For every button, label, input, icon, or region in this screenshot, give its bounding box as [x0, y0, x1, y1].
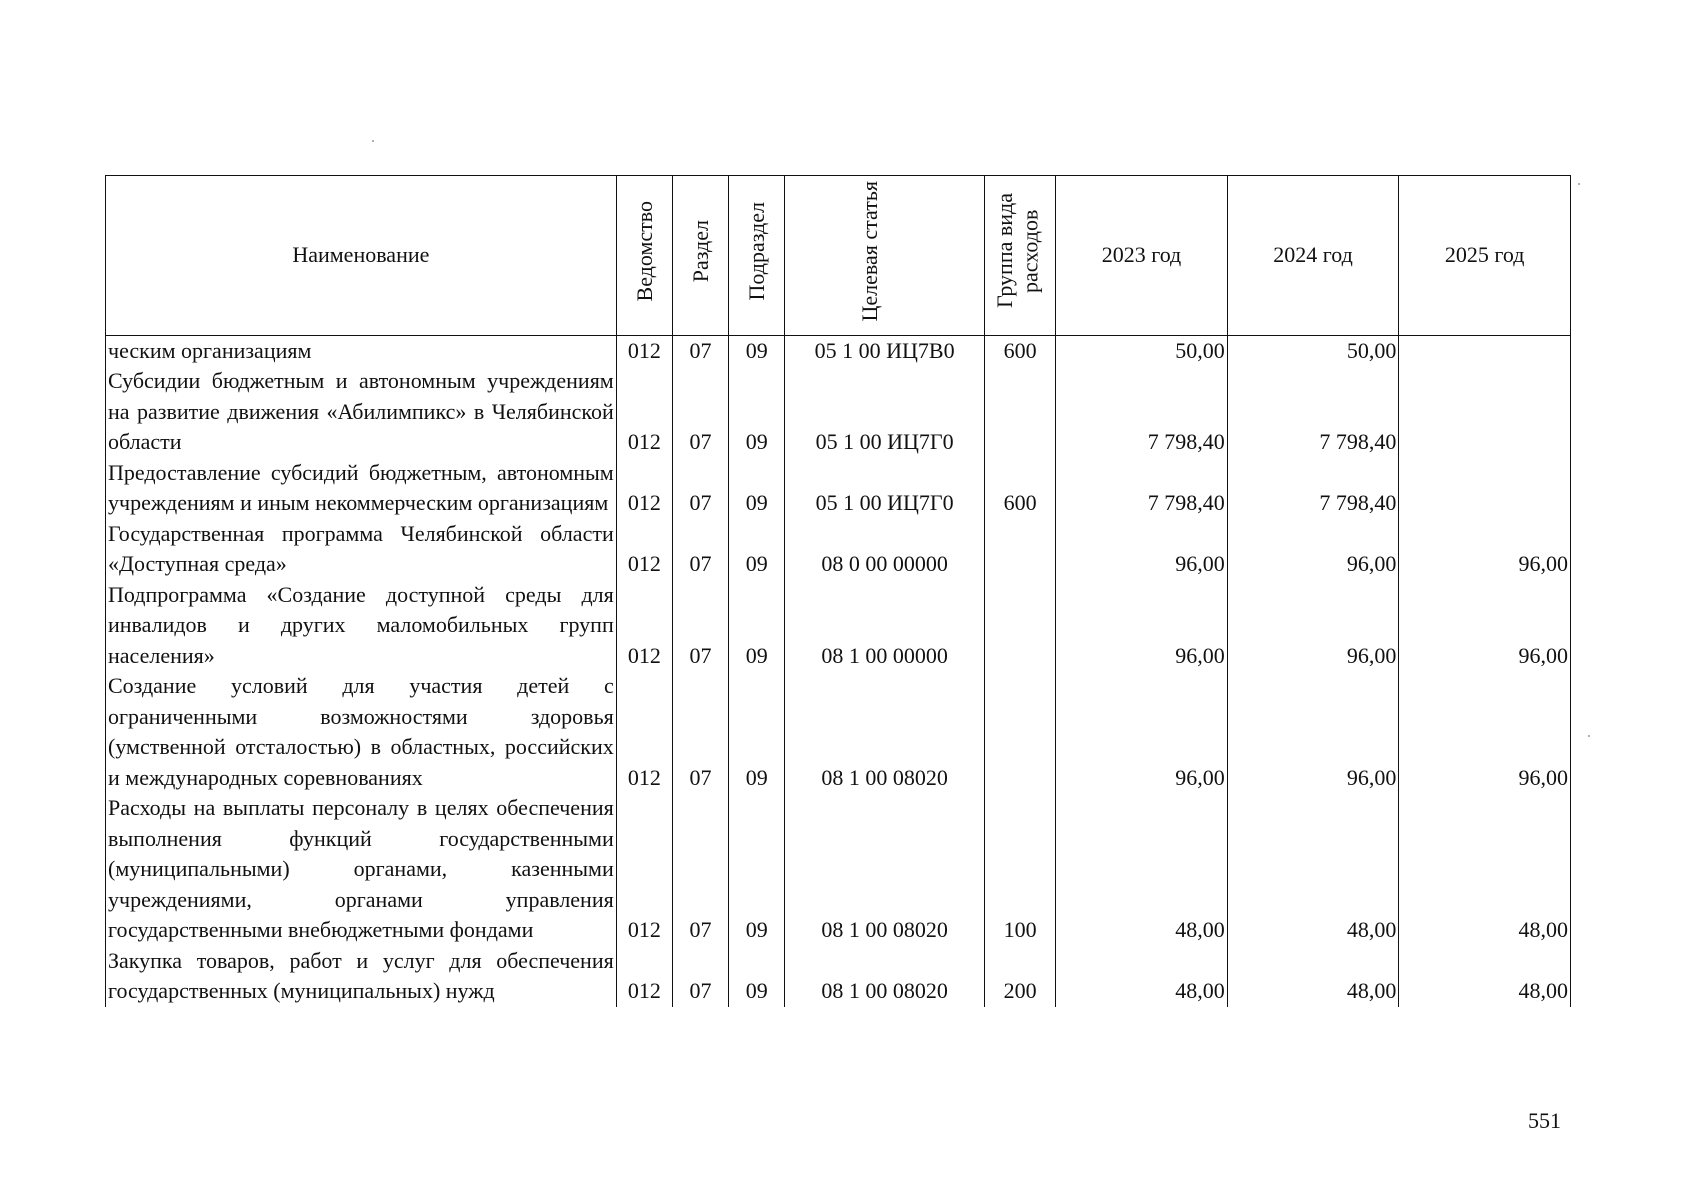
cell-department: 012	[616, 335, 672, 366]
cell-name: Закупка товаров, работ и услуг для обеспечения государственных (муниципальных) нужд	[106, 946, 617, 1007]
table-row	[106, 519, 1571, 580]
cell-2024: 48,00	[1227, 793, 1399, 946]
budget-table	[105, 175, 1571, 1007]
cell-name: Субсидии бюджетным и автономным учреждениям на развитие движения «Абилимпикс» в Челябинской области	[106, 366, 617, 458]
cell-2023: 96,00	[1056, 671, 1228, 793]
cell-section: 07	[672, 366, 728, 458]
cell-target-article: 08 1 00 08020	[785, 946, 985, 1007]
cell-target-article: 08 1 00 00000	[785, 580, 985, 672]
scan-speck	[372, 140, 374, 142]
cell-department: 012	[616, 366, 672, 458]
cell-2024: 96,00	[1227, 671, 1399, 793]
table-row	[106, 458, 1571, 519]
cell-2024: 7 798,40	[1227, 458, 1399, 519]
cell-subsection: 09	[729, 580, 785, 672]
header-subsection: Подраздел	[729, 176, 785, 336]
cell-subsection: 09	[729, 671, 785, 793]
cell-department: 012	[616, 580, 672, 672]
cell-department: 012	[616, 793, 672, 946]
cell-2024: 7 798,40	[1227, 366, 1399, 458]
cell-expense-group	[984, 671, 1055, 793]
header-target-article: Целевая статья	[785, 176, 985, 336]
cell-section: 07	[672, 519, 728, 580]
budget-table-container	[105, 175, 1571, 1007]
table-row	[106, 580, 1571, 672]
table-body	[106, 335, 1571, 1007]
cell-2023: 7 798,40	[1056, 366, 1228, 458]
scan-speck	[1578, 183, 1580, 185]
cell-2025	[1399, 335, 1571, 366]
table-row	[106, 335, 1571, 366]
header-name: Наименование	[106, 176, 617, 336]
cell-subsection: 09	[729, 946, 785, 1007]
cell-2025	[1399, 366, 1571, 458]
cell-section: 07	[672, 946, 728, 1007]
cell-2023: 50,00	[1056, 335, 1228, 366]
cell-expense-group: 600	[984, 458, 1055, 519]
cell-2023: 48,00	[1056, 793, 1228, 946]
cell-2025	[1399, 458, 1571, 519]
cell-target-article: 05 1 00 ИЦ7Г0	[785, 366, 985, 458]
cell-subsection: 09	[729, 458, 785, 519]
cell-subsection: 09	[729, 519, 785, 580]
cell-section: 07	[672, 671, 728, 793]
cell-2025: 96,00	[1399, 671, 1571, 793]
cell-name: Предоставление субсидий бюджетным, автономным учреждениям и иным некоммерческим организациям	[106, 458, 617, 519]
cell-2025: 48,00	[1399, 946, 1571, 1007]
cell-target-article: 05 1 00 ИЦ7Г0	[785, 458, 985, 519]
cell-2023: 96,00	[1056, 519, 1228, 580]
cell-expense-group	[984, 366, 1055, 458]
table-row	[106, 671, 1571, 793]
cell-2024: 96,00	[1227, 580, 1399, 672]
cell-department: 012	[616, 946, 672, 1007]
cell-name: Расходы на выплаты персоналу в целях обеспечения выполнения функций государственными (муниципальными) органами, казенными учреждениями, органами управления государственными внебюджетными фондами	[106, 793, 617, 946]
cell-name: Государственная программа Челябинской области «Доступная среда»	[106, 519, 617, 580]
cell-department: 012	[616, 519, 672, 580]
cell-2023: 7 798,40	[1056, 458, 1228, 519]
cell-subsection: 09	[729, 793, 785, 946]
cell-expense-group: 100	[984, 793, 1055, 946]
cell-name: Создание условий для участия детей с ограниченными возможностями здоровья (умственной отсталостью) в областных, российских и международных соревнованиях	[106, 671, 617, 793]
header-2025: 2025 год	[1399, 176, 1571, 336]
cell-target-article: 08 0 00 00000	[785, 519, 985, 580]
cell-2023: 48,00	[1056, 946, 1228, 1007]
cell-subsection: 09	[729, 335, 785, 366]
cell-name: Подпрограмма «Создание доступной среды для инвалидов и других маломобильных групп населения»	[106, 580, 617, 672]
scan-speck	[1588, 735, 1590, 737]
header-row	[106, 176, 1571, 336]
cell-subsection: 09	[729, 366, 785, 458]
cell-name: ческим организациям	[106, 335, 617, 366]
page-number: 551	[1528, 1108, 1561, 1133]
cell-expense-group	[984, 580, 1055, 672]
cell-section: 07	[672, 580, 728, 672]
cell-department: 012	[616, 671, 672, 793]
cell-2024: 50,00	[1227, 335, 1399, 366]
cell-target-article: 08 1 00 08020	[785, 671, 985, 793]
cell-expense-group: 200	[984, 946, 1055, 1007]
cell-2025: 48,00	[1399, 793, 1571, 946]
table-row	[106, 793, 1571, 946]
cell-2024: 48,00	[1227, 946, 1399, 1007]
header-2023: 2023 год	[1056, 176, 1228, 336]
cell-2025: 96,00	[1399, 580, 1571, 672]
cell-2024: 96,00	[1227, 519, 1399, 580]
cell-expense-group	[984, 519, 1055, 580]
header-2024: 2024 год	[1227, 176, 1399, 336]
header-department: Ведомство	[616, 176, 672, 336]
header-section: Раздел	[672, 176, 728, 336]
cell-department: 012	[616, 458, 672, 519]
cell-section: 07	[672, 335, 728, 366]
cell-target-article: 05 1 00 ИЦ7В0	[785, 335, 985, 366]
cell-section: 07	[672, 793, 728, 946]
cell-section: 07	[672, 458, 728, 519]
cell-expense-group: 600	[984, 335, 1055, 366]
table-row	[106, 946, 1571, 1007]
table-row	[106, 366, 1571, 458]
cell-2023: 96,00	[1056, 580, 1228, 672]
header-expense-group: Группа вида расходов	[984, 176, 1055, 336]
cell-target-article: 08 1 00 08020	[785, 793, 985, 946]
cell-2025: 96,00	[1399, 519, 1571, 580]
